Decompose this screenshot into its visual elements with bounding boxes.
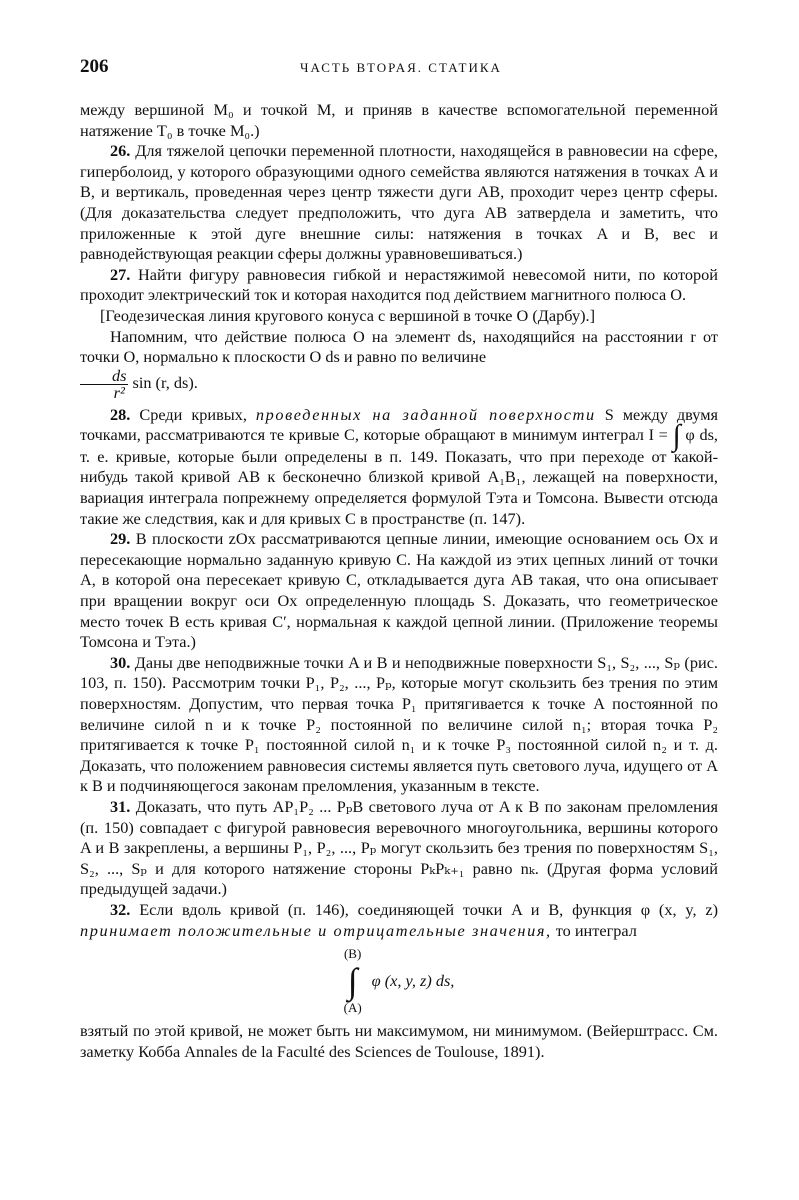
fraction-denominator: r² — [113, 382, 125, 402]
problem-31-text: Доказать, что путь AP₁P₂ ... PₚB светового луча от A к B по законам преломления (п. 150) совпадает с фигурой равновесия веревочного многоугольника, вершины которого A и B закреплены, а вершины P₁, P₂, ..., Pₚ могут скользить без трения по поверхностям S₁, S₂, ..., Sₚ и для которого натяжение стороны PₖPₖ₊₁ равно nₖ. (Другая форма условий предыдущей задачи.) — [80, 796, 718, 899]
problem-26 — [80, 141, 718, 265]
integral-upper-limit: (B) — [343, 946, 362, 962]
problem-32-conclusion: взятый по этой кривой, не может быть ни максимумом, ни минимумом. (Вейерштрасс. См. заметку Кобба Annales de la Faculté des Sciences de Toulouse, 1891). — [80, 1021, 718, 1061]
problem-31 — [80, 797, 718, 900]
problem-27 — [80, 265, 718, 306]
problem-29-number: 29. — [110, 529, 131, 549]
problem-27-note-text: Напомним, что действие полюса O на элемент ds, находящийся на расстоянии r от точки O, нормально к плоскости O ds и равно по величине — [80, 326, 718, 367]
integral-limits — [344, 947, 362, 1015]
integral-expression: φ (x, y, z) ds, — [371, 971, 455, 991]
problem-28-number: 28. — [110, 404, 131, 424]
problem-32-text-b: то интеграл — [555, 920, 637, 940]
problem-28 — [80, 405, 718, 530]
page-header — [80, 56, 718, 90]
integral-formula — [80, 945, 718, 1017]
problem-31-number: 31. — [110, 796, 131, 816]
problem-29-text: В плоскости zOx рассматриваются цепные линии, имеющие основанием ось Ox и пересекающие нормально заданную кривую C. На каждой из этих цепных линий от точки A, в которой она пересекает кривую C, откладывается дуга AB такая, что она описывает при вращении вокруг оси Ox определенную площадь S. Доказать, что геометрическое место точек B есть кривая C′, нормальная к каждой цепной линии. (Приложение теоремы Томсона и Тэта.) — [80, 529, 718, 652]
problem-27-answer: [Геодезическая линия кругового конуса с вершиной в точке O (Дарбу).] — [100, 305, 596, 325]
problem-26-text: Для тяжелой цепочки переменной плотности, находящейся в равновесии на сфере, гиперболоид, у которого образующими одного семейства являются натяжения в точках A и B, и вертикаль, проведенная через центр тяжести дуги AB, проходит через центр сферы. (Для доказательства следует предположить, что дуга AB затвердела и заметить, что приложенные к этой дуге внешние силы: натяжения в точках A и B, вес и равнодействующая реакции сферы должны уравновешиваться.) — [80, 141, 718, 264]
problem-27-text: Найти фигуру равновесия гибкой и нерастяжимой невесомой нити, по которой проходит электрический ток и которая находится под действием магнитного полюса O. — [80, 264, 718, 305]
problem-32-emphasis: принимает положительные и отрицательные значения, — [80, 920, 552, 940]
problem-32-number: 32. — [110, 899, 131, 919]
page-number: 206 — [80, 56, 109, 77]
problem-28-text-c: φ ds, т. е. кривые, которые были определены в п. 149. Показать, что при переходе от какой-нибудь такой кривой AB к бесконечно близкой кривой A₁B₁, лежащей на поверхности, вариация интеграла попрежнему определяется формулой Тэта и Томсона. Вывести отсюда такие же следствия, как и для кривых C в пространстве (п. 147). — [80, 425, 718, 528]
integral-symbol: ∫ — [347, 961, 358, 1002]
problem-27-note — [80, 327, 718, 401]
problem-29 — [80, 529, 718, 653]
intro-paragraph: между вершиной M₀ и точкой M, и приняв в качестве вспомогательной переменной натяжение T₀ в точке M₀.) — [80, 100, 718, 140]
problem-28-emphasis: проведенных на заданной поверхности — [255, 404, 596, 424]
problem-32 — [80, 900, 718, 941]
integral-sign: ∫ — [672, 419, 681, 453]
problem-26-number: 26. — [110, 141, 131, 161]
problem-27-number: 27. — [110, 264, 131, 284]
page — [80, 56, 718, 1062]
problem-30-number: 30. — [110, 652, 131, 672]
problem-28-text-b: S между двумя точками, рассматриваются те кривые C, которые обращают в минимум интеграл I = — [80, 404, 719, 445]
fraction-tail: sin (r, ds). — [132, 372, 198, 392]
problem-30-text: Даны две неподвижные точки A и B и неподвижные поверхности S₁, S₂, ..., Sₚ (рис. 103, п. 150). Рассмотрим точки P₁, P₂, ..., Pₚ, которые могут скользить без трения по этим поверхностям. Допустим, что первая точка P₁ притягивается к точке A постоянной по величине силой n и к точке P₂ постоянной по величине силой n₁; вторая точка P₂ притягивается к точке P₁ постоянной силой n₁ и к точке P₃ постоянной силой n₂ и т. д. Доказать, что положением равновесия системы является путь светового луча, идущего от A к B и подчиняющегося законам преломления, указанным в тексте. — [80, 652, 718, 796]
integral-lower-limit: (A) — [343, 1000, 362, 1016]
running-title: ЧАСТЬ ВТОРАЯ. СТАТИКА — [300, 60, 502, 75]
problem-30 — [80, 653, 718, 797]
fraction-ds-r2 — [80, 365, 128, 402]
problem-28-text-a: Среди кривых, — [139, 404, 247, 424]
fraction-numerator: ds — [80, 368, 128, 385]
problem-32-text-a: Если вдоль кривой (п. 146), соединяющей точки A и B, функция φ (x, y, z) — [139, 899, 718, 919]
